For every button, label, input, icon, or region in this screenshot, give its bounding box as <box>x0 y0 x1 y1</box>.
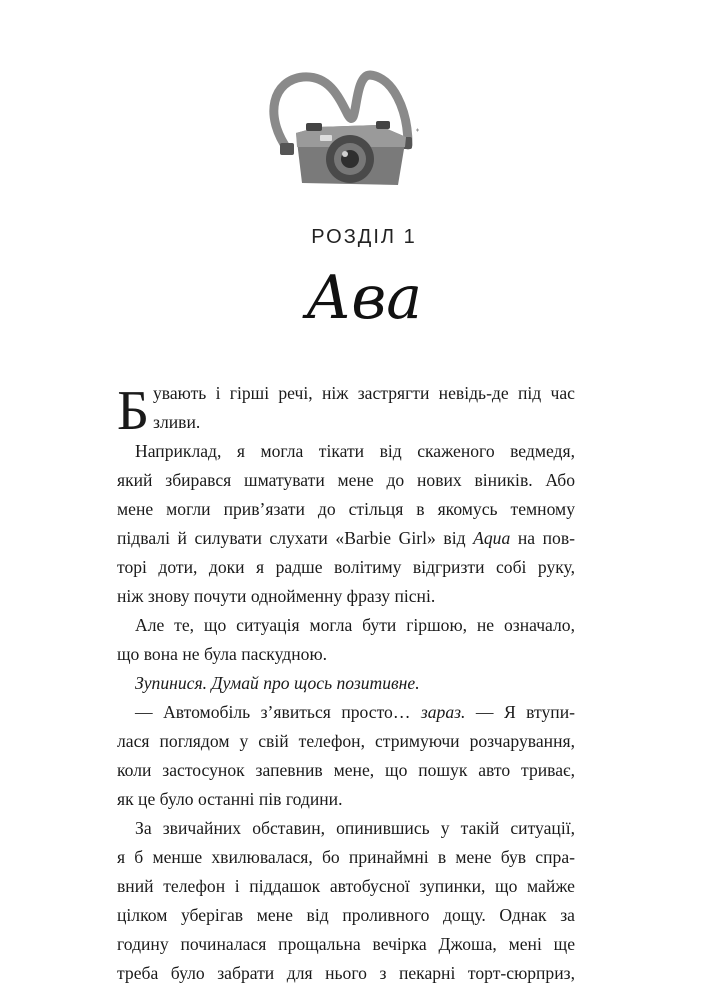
italic-word: зараз. <box>420 702 466 722</box>
chapter-title: Ава <box>305 263 423 333</box>
text-line: Наприклад, я могла тікати від скаженого ведмедя, <box>135 441 575 461</box>
text-line: зливи. <box>153 412 201 432</box>
text-line: увають і гірші речі, ніж застрягти невідь-де під час <box>153 383 575 403</box>
text-line: цілком уберігав мене від проливного дощу. Однак за <box>117 905 575 925</box>
text-line: який збирався шматувати мене до нових віників. Або <box>117 470 575 490</box>
body-text <box>117 379 575 988</box>
text-line: треба було забрати для нього з пекарні торт-сюрприз, <box>117 963 575 983</box>
drop-cap: Б <box>117 380 150 442</box>
text-line: лася поглядом у свій телефон, стримуючи розчарування, <box>117 731 575 751</box>
text-line: Але те, що ситуація могла бути гіршою, не означало, <box>135 615 575 635</box>
chapter-label: РОЗДІЛ 1 <box>311 226 417 248</box>
text-line: — Автомобіль з’явиться просто… зараз. — Я втупи- <box>135 702 575 722</box>
text-line: ніж знову почути однойменну фразу пісні. <box>117 586 436 606</box>
italic-thought: Зупинися. Думай про щось позитивне. <box>135 673 420 693</box>
camera-icon <box>258 55 428 195</box>
text-line <box>117 669 575 698</box>
text-line: підвалі й силувати слухати «Barbie Girl» від Aqua на пов- <box>117 528 575 548</box>
text-line: коли застосунок запевнив мене, що пошук авто триває, <box>117 760 575 780</box>
text-line: я б менше хвилювалася, бо принаймні в мене був спрa- <box>117 847 575 867</box>
text-line: вний телефон і піддашок автобусної зупинки, що майже <box>117 876 575 896</box>
text-line: торі доти, доки я радше волітиму відгризти собі руку, <box>117 557 575 577</box>
text-line: як це було останні пів години. <box>117 789 343 809</box>
text-line: що вона не була паскудною. <box>117 644 327 664</box>
text-line: годину починалася прощальна вечірка Джоша, мені ще <box>117 934 575 954</box>
band-name: Aqua <box>473 528 511 548</box>
text-line: мене могли прив’язати до стільця в якомусь темному <box>117 499 575 519</box>
text-line: За звичайних обставин, опинившись у такій ситуації, <box>135 818 575 838</box>
